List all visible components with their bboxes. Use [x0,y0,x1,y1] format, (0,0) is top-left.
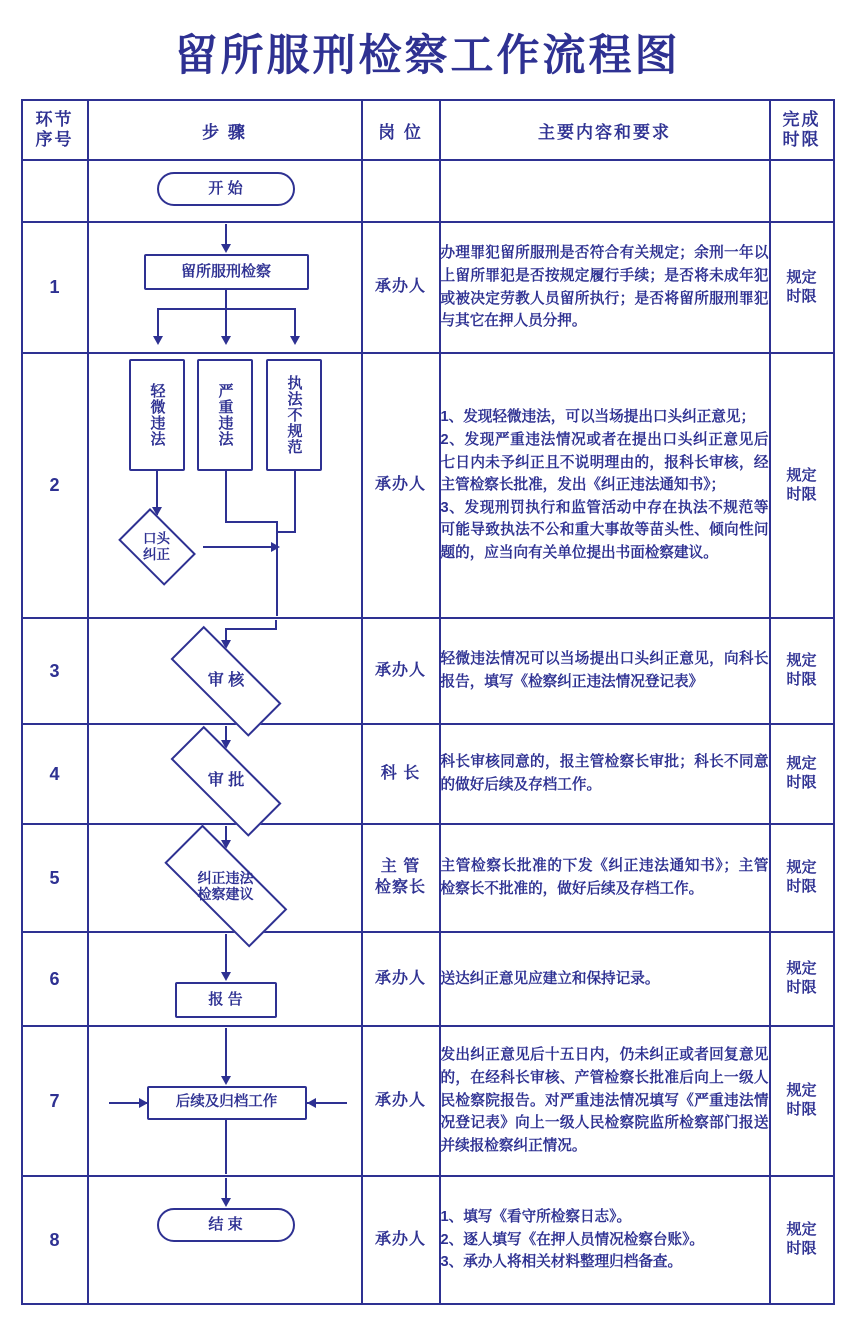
table-row [22,1176,834,1304]
row-no: 6 [22,932,88,1026]
row-post: 科 长 [362,724,440,824]
row-time-line2: 时限 [786,287,817,305]
row-main-paragraph: 2、逐人填写《在押人员情况检察台账》。 [440,1231,705,1248]
shape-correction-suggestion [141,848,311,924]
connector-line [294,471,296,533]
row-time-line2: 时限 [786,774,817,791]
row-time [770,724,834,824]
shape-serious-violation-label: 严重违法 [216,383,234,447]
shape-end-label: 结 束 [208,1216,243,1233]
table-row [22,1026,834,1176]
row-post-line2: 检察长 [374,879,426,896]
row-time-line1: 规定 [786,1082,817,1100]
row-diagram [88,724,362,824]
arrow-down-icon [153,336,163,345]
header-time [770,100,834,160]
header-no [22,100,88,160]
header-step: 步 骤 [88,100,362,160]
row-main-paragraph: 2、发现严重违法情况或者在提出口头纠正意见后七日内未予纠正且不说明理由的，报科长审核，经主管检察长批准，发出《纠正违法通知书》； [440,431,769,494]
row-main: 主管检察长批准的下发《纠正违法通知书》；主管检察长不批准的，做好后续及存档工作。 [440,824,770,932]
row-diagram [88,222,362,353]
connector-line [225,1028,227,1080]
shape-serious-violation [197,359,253,471]
shape-oral-correction [111,515,203,579]
row-diagram [88,160,362,222]
row-time-line1: 规定 [786,859,817,877]
table-row [22,160,834,222]
shape-approval [149,748,304,814]
row-main-paragraph: 1、发现轻微违法，可以当场提出口头纠正意见； [440,409,756,426]
shape-review-label: 审 核 [207,671,245,689]
row-post [362,824,440,932]
row-post: 承办人 [362,353,440,618]
connector-line [225,628,277,630]
row-main: 科长审核同意的，报主管检察长审批；科长不同意的做好后续及存档工作。 [440,724,770,824]
row-diagram [88,618,362,724]
shape-approval-label: 审 批 [207,771,245,789]
row-post: 承办人 [362,932,440,1026]
row-main: 送达纠正意见应建立和保持记录。 [440,932,770,1026]
table-row [22,353,834,618]
row-main [440,353,770,618]
row-time [770,353,834,618]
connector-line [225,224,227,246]
connector-line [157,308,159,338]
row-time [770,160,834,222]
arrow-down-icon [221,244,231,253]
row-time-line2: 时限 [786,979,817,996]
shape-inspection [144,254,309,290]
row-time [770,824,834,932]
row-post: 承办人 [362,1026,440,1176]
connector-line [225,934,227,976]
row-time-line1: 规定 [786,1221,817,1239]
row-post-line1: 主 管 [380,858,421,876]
row-diagram [88,1176,362,1304]
shape-correction-suggestion-label: 纠正违法 检察建议 [197,869,254,902]
flowchart-table [21,99,835,1305]
arrow-down-icon [221,1198,231,1207]
row-no: 3 [22,618,88,724]
row-no: 1 [22,222,88,353]
shape-followup-archive-label: 后续及归档工作 [175,1094,278,1111]
row-time-line1: 规定 [786,466,817,484]
row-time-line1: 规定 [786,268,817,286]
row-post: 承办人 [362,1176,440,1304]
row-post: 承办人 [362,222,440,353]
row-time [770,222,834,353]
row-time-line2: 时限 [786,1240,817,1257]
header-post: 岗 位 [362,100,440,160]
shape-start-label: 开 始 [208,180,243,197]
row-no: 8 [22,1176,88,1304]
arrow-down-icon [221,336,231,345]
table-row [22,824,834,932]
connector-line [277,531,296,533]
arrow-down-icon [221,1076,231,1085]
table-row [22,618,834,724]
row-time-line1: 规定 [786,755,817,773]
row-time-line2: 时限 [786,485,817,503]
connector-line [225,471,227,523]
header-no-line1: 环节 [35,110,74,130]
table-row [22,724,834,824]
page-title: 留所服刑检察工作流程图 [174,31,681,81]
header-time-line1: 完成 [782,110,821,130]
row-time-line2: 时限 [786,671,817,688]
shape-review [149,648,304,714]
arrow-down-icon [290,336,300,345]
arrow-left-icon [307,1098,316,1108]
row-main-paragraph: 3、发现刑罚执行和监管活动中存在执法不规范等可能导致执法不公和重大事故等苗头性、倾向性问题的，应当向有关单位提出书面检察建议。 [440,499,769,562]
shape-report-label: 报 告 [208,991,243,1008]
row-main-paragraph: 1、填写《看守所检察日志》。 [440,1209,632,1226]
arrow-down-icon [221,972,231,981]
row-time [770,618,834,724]
row-main-paragraph: 3、承办人将相关材料整理归档备查。 [440,1254,683,1271]
table-header [22,100,834,160]
row-time [770,1026,834,1176]
row-diagram [88,932,362,1026]
row-time-line1: 规定 [786,960,817,978]
connector-line [225,290,227,308]
table-row [22,222,834,353]
connector-line [276,521,278,616]
row-main [440,160,770,222]
row-time [770,1176,834,1304]
row-time [770,932,834,1026]
row-diagram [88,353,362,618]
row-no: 2 [22,353,88,618]
connector-line [203,546,275,548]
arrow-right-icon [139,1098,148,1108]
header-no-line2: 序号 [35,130,74,149]
row-diagram [88,1026,362,1176]
row-diagram [88,824,362,932]
row-main [440,1176,770,1304]
row-main: 轻微违法情况可以当场提出口头纠正意见，向科长报告，填写《检察纠正违法情况登记表》 [440,618,770,724]
shape-irregular-enforcement-label: 执法不规范 [285,375,303,455]
connector-line [225,308,227,338]
row-no [22,160,88,222]
shape-report [175,982,277,1018]
header-main: 主要内容和要求 [440,100,770,160]
row-post: 承办人 [362,618,440,724]
shape-start [157,172,295,206]
shape-oral-correction-label: 口头 纠正 [143,531,170,562]
table-row [22,932,834,1026]
row-main: 发出纠正意见后十五日内，仍未纠正或者回复意见的，在经科长审核、产管检察长批准后向上一级人民检察院报告。对严重违法情况填写《严重违法情况登记表》向上一级人民检察院监所检察部门报送并续报检察纠正情况。 [440,1026,770,1176]
connector-line [225,521,277,523]
row-time-line2: 时限 [786,1101,817,1118]
row-main: 办理罪犯留所服刑是否符合有关规定；余刑一年以上留所罪犯是否按规定履行手续；是否将未成年犯或被决定劳教人员留所执行；是否将留所服刑罪犯与其它在押人员分押。 [440,222,770,353]
shape-irregular-enforcement [266,359,322,471]
shape-followup-archive [147,1086,307,1120]
row-time-line2: 时限 [786,878,817,895]
connector-line [294,308,296,338]
shape-minor-violation-label: 轻微违法 [148,383,166,447]
shape-end [157,1208,295,1242]
row-time-line1: 规定 [786,652,817,670]
connector-line [225,1120,227,1174]
header-time-line2: 时限 [782,130,821,149]
row-no: 5 [22,824,88,932]
connector-line [225,1178,227,1200]
row-post [362,160,440,222]
shape-minor-violation [129,359,185,471]
row-no: 4 [22,724,88,824]
shape-inspection-label: 留所服刑检察 [180,263,271,280]
row-no: 7 [22,1026,88,1176]
